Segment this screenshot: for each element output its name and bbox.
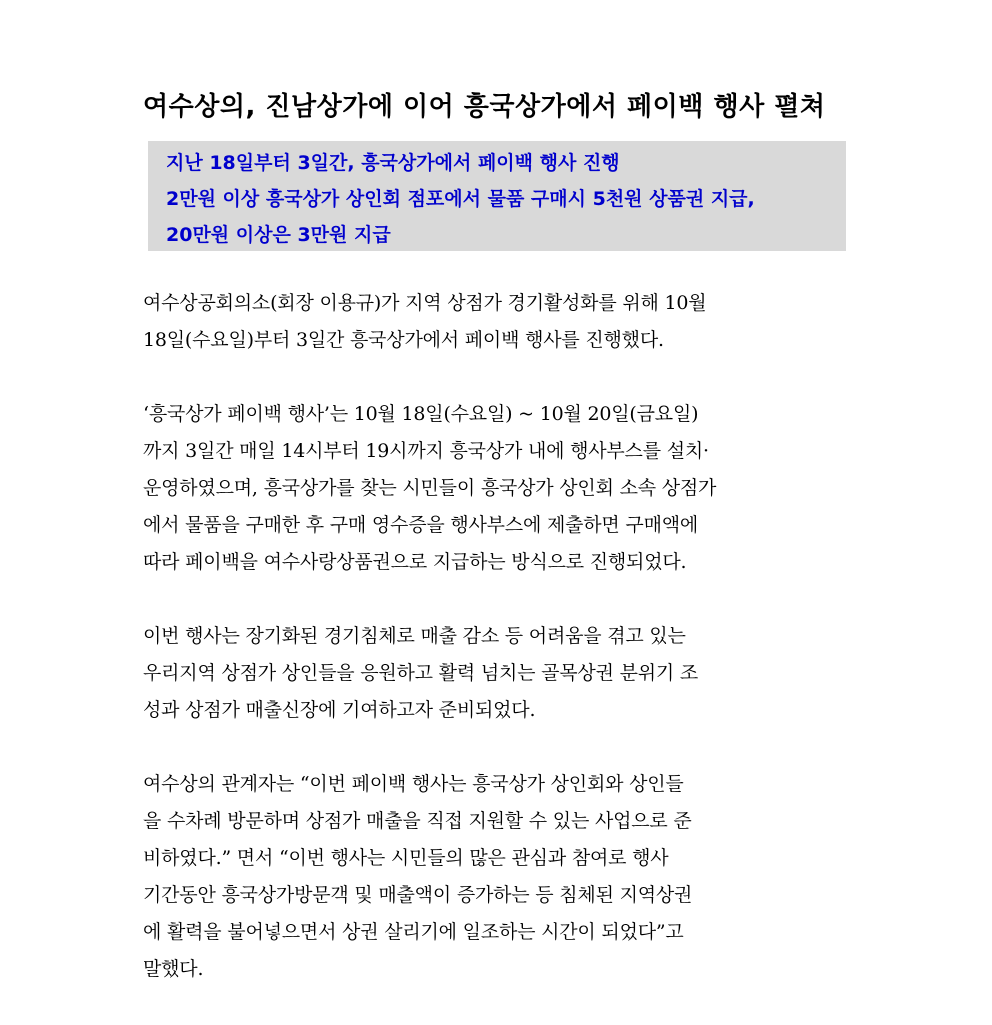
paragraph-line: 18일(수요일)부터 3일간 흥국상가에서 페이백 행사를 진행했다. <box>143 329 664 351</box>
paragraph-line: 성과 상점가 매출신장에 기여하고자 준비되었다. <box>143 699 536 721</box>
paragraph-line: 운영하였으며, 흥국상가를 찾는 시민들이 흥국상가 상인회 소속 상점가 <box>143 477 717 499</box>
paragraph-line: 을 수차례 방문하며 상점가 매출을 직접 지원할 수 있는 사업으로 준 <box>143 810 692 832</box>
paragraph-line: 따라 페이백을 여수사랑상품권으로 지급하는 방식으로 진행되었다. <box>143 551 687 573</box>
article-body <box>143 285 851 1025</box>
paragraph-line: 에서 물품을 구매한 후 구매 영수증을 행사부스에 제출하면 구매액에 <box>143 514 699 536</box>
paragraph-line: 이번 행사는 장기화된 경기침체로 매출 감소 등 어려움을 겪고 있는 <box>143 625 686 647</box>
paragraph-line: 비하였다.” 면서 “이번 행사는 시민들의 많은 관심과 참여로 행사 <box>143 847 669 869</box>
paragraph-2 <box>143 396 851 581</box>
paragraph-line: 까지 3일간 매일 14시부터 19시까지 흥국상가 내에 행사부스를 설치· <box>143 440 709 462</box>
summary-line-3: 20만원 이상은 3만원 지급 <box>166 224 391 246</box>
paragraph-line: 여수상공회의소(회장 이용규)가 지역 상점가 경기활성화를 위해 10월 <box>143 292 707 314</box>
paragraph-line: 에 활력을 불어넣으면서 상권 살리기에 일조하는 시간이 되었다”고 <box>143 921 684 943</box>
paragraph-line: ‘흥국상가 페이백 행사’는 10월 18일(수요일) ~ 10월 20일(금요일) <box>143 403 699 425</box>
paragraph-3 <box>143 618 851 729</box>
headline: 여수상의, 진남상가에 이어 흥국상가에서 페이백 행사 펼쳐 <box>143 92 826 122</box>
paragraph-line: 기간동안 흥국상가방문객 및 매출액이 증가하는 등 침체된 지역상권 <box>143 884 693 906</box>
paragraph-line: 우리지역 상점가 상인들을 응원하고 활력 넘치는 골목상권 분위기 조 <box>143 662 699 684</box>
paragraph-4 <box>143 766 851 988</box>
paragraph-line: 여수상의 관계자는 “이번 페이백 행사는 흥국상가 상인회와 상인들 <box>143 773 684 795</box>
summary-line-1: 지난 18일부터 3일간, 흥국상가에서 페이백 행사 진행 <box>166 152 620 174</box>
summary-line-2: 2만원 이상 흥국상가 상인회 점포에서 물품 구매시 5천원 상품권 지급, <box>166 188 755 210</box>
paragraph-line: 말했다. <box>143 958 204 980</box>
paragraph-1 <box>143 285 851 359</box>
summary-box <box>148 141 846 251</box>
